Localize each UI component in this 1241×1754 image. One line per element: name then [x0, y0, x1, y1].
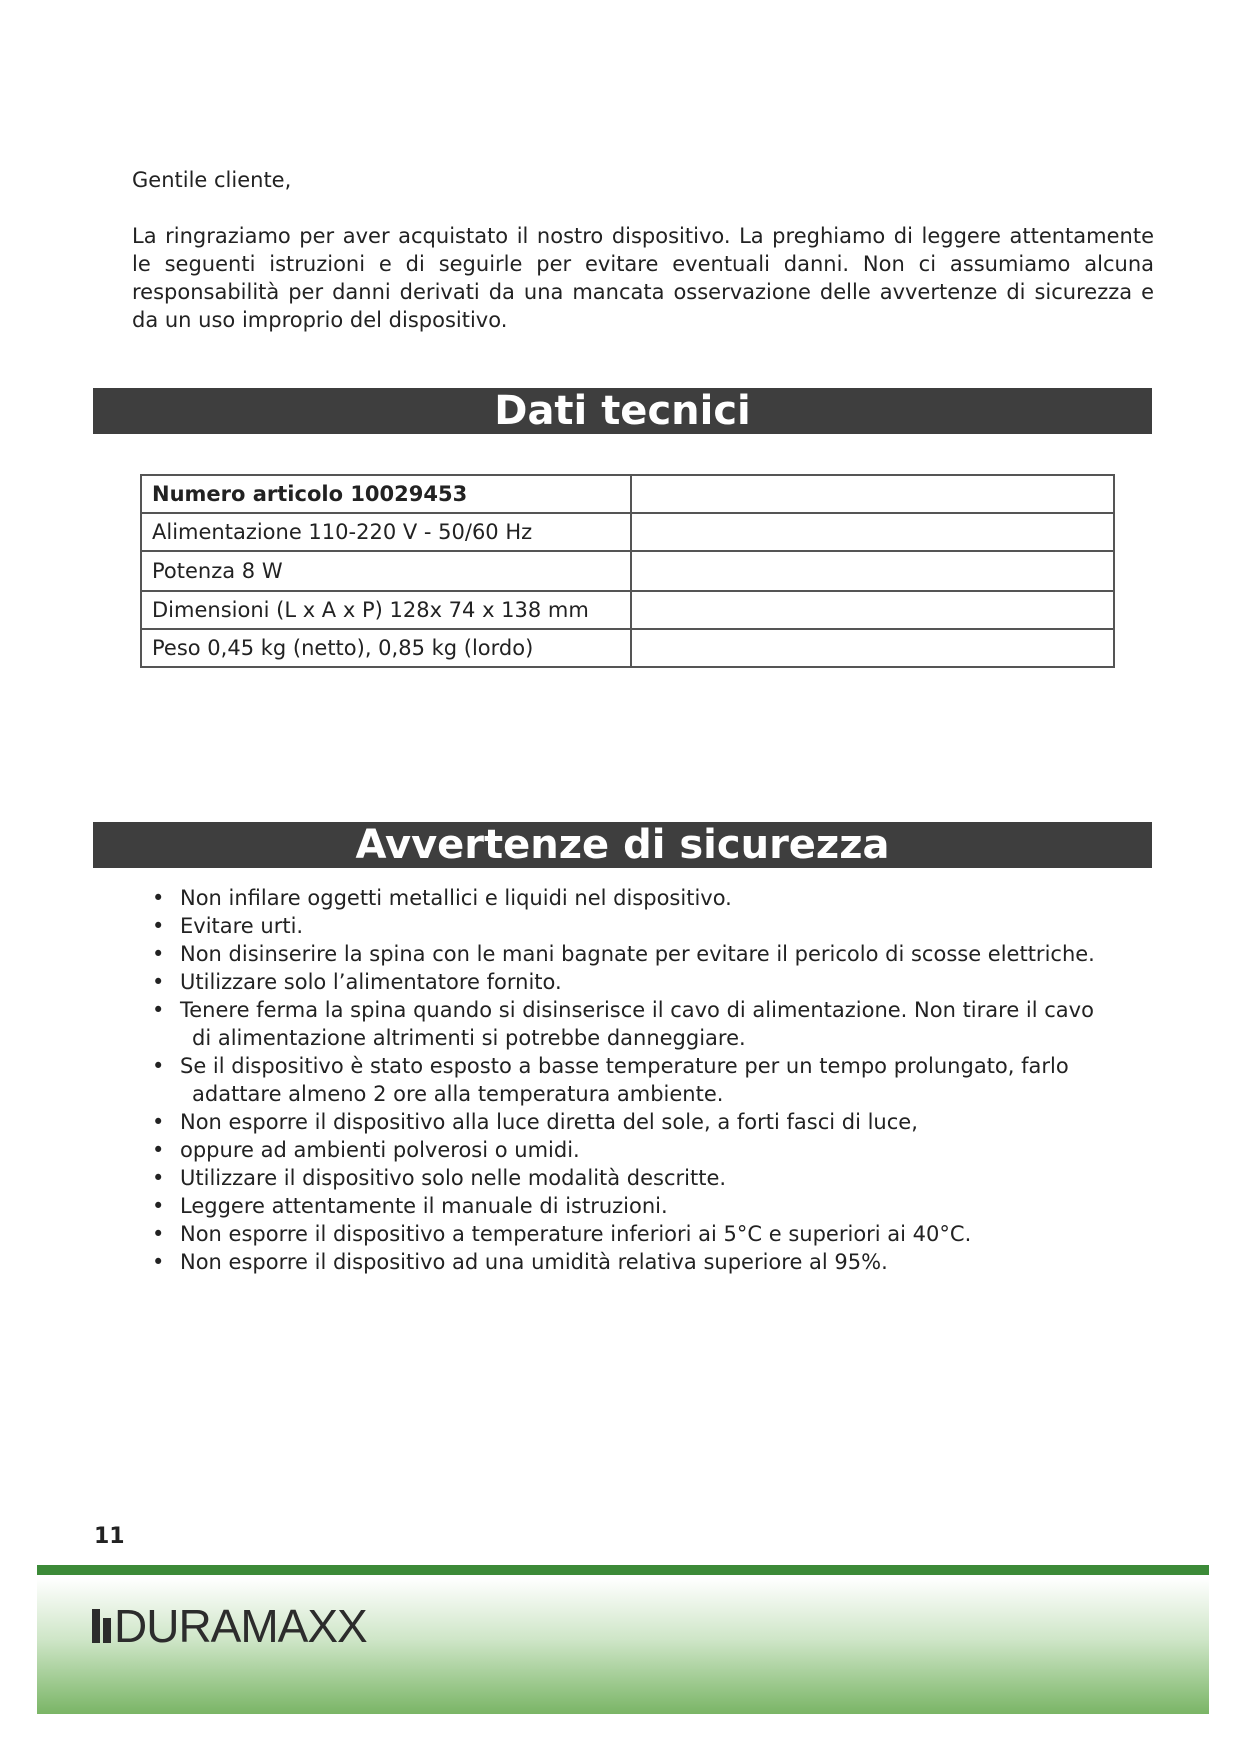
bullet-icon: •	[152, 1250, 165, 1274]
bullet-icon: •	[152, 914, 165, 938]
list-item: • Non esporre il dispositivo ad una umidità relativa superiore al 95%.	[152, 1250, 888, 1274]
bullet-icon: •	[152, 1166, 165, 1190]
dimensions-cell: Dimensioni (L x A x P) 128x 74 x 138 mm	[141, 591, 631, 629]
list-item: • Non esporre il dispositivo alla luce diretta del sole, a forti fasci di luce,	[152, 1110, 918, 1134]
power-cell: Potenza 8 W	[141, 551, 631, 591]
list-item: • Non esporre il dispositivo a temperature inferiori ai 5°C e superiori ai 40°C.	[152, 1222, 972, 1246]
bullet-icon: •	[152, 970, 165, 994]
bullet-icon: •	[152, 1110, 165, 1134]
list-item: • Non disinserire la spina con le mani bagnate per evitare il pericolo di scosse elettriche.	[152, 942, 1095, 966]
bullet-icon: •	[152, 886, 165, 910]
intro-paragraph: La ringraziamo per aver acquistato il nostro dispositivo. La preghiamo di leggere attentamente le seguenti istruzioni e di seguirle per evitare eventuali danni. Non ci assumiamo alcuna responsabilità per danni derivati da una mancata osservazione delle avvertenze di sicurezza e da un uso improprio del dispositivo.	[132, 224, 1154, 332]
empty-cell	[631, 551, 1114, 591]
article-number-cell: Numero articolo 10029453	[141, 475, 631, 513]
bullet-icon: •	[152, 1054, 165, 1078]
table-row	[141, 551, 1114, 591]
empty-cell	[631, 513, 1114, 551]
footer-accent-line	[37, 1565, 1209, 1575]
list-item: • Non infilare oggetti metallici e liquidi nel dispositivo.	[152, 886, 732, 910]
brand-mark-icon	[92, 1609, 114, 1643]
brand-logo	[92, 1600, 367, 1652]
empty-cell	[631, 475, 1114, 513]
table-row	[141, 629, 1114, 667]
table-row	[141, 513, 1114, 551]
safety-heading: Avvertenze di sicurezza	[93, 822, 1152, 868]
list-item: • Leggere attentamente il manuale di istruzioni.	[152, 1194, 668, 1218]
page-number: 11	[94, 1524, 125, 1549]
bullet-icon: •	[152, 1138, 165, 1162]
weight-cell: Peso 0,45 kg (netto), 0,85 kg (lordo)	[141, 629, 631, 667]
list-item: • Evitare urti.	[152, 914, 304, 938]
list-item: • Tenere ferma la spina quando si disinserisce il cavo di alimentazione. Non tirare il cavo di alimentazione altrimenti si potrebbe danneggiare.	[152, 998, 1094, 1050]
bullet-icon: •	[152, 998, 165, 1022]
table-row	[141, 591, 1114, 629]
bullet-icon: •	[152, 1222, 165, 1246]
list-item: • Utilizzare solo l’alimentatore fornito.	[152, 970, 562, 994]
tech-data-heading: Dati tecnici	[93, 388, 1152, 434]
safety-list	[148, 884, 1148, 1276]
bullet-icon: •	[152, 1194, 165, 1218]
power-supply-cell: Alimentazione 110-220 V - 50/60 Hz	[141, 513, 631, 551]
brand-name: DURAMAXX	[114, 1600, 367, 1652]
tech-data-table	[140, 474, 1115, 668]
empty-cell	[631, 629, 1114, 667]
list-item: • Utilizzare il dispositivo solo nelle modalità descritte.	[152, 1166, 727, 1190]
list-item: • Se il dispositivo è stato esposto a basse temperature per un tempo prolungato, farlo adattare almeno 2 ore alla temperatura ambiente.	[152, 1054, 1069, 1106]
empty-cell	[631, 591, 1114, 629]
bullet-icon: •	[152, 942, 165, 966]
table-row	[141, 475, 1114, 513]
greeting: Gentile cliente,	[132, 168, 292, 192]
list-item: • oppure ad ambienti polverosi o umidi.	[152, 1138, 580, 1162]
